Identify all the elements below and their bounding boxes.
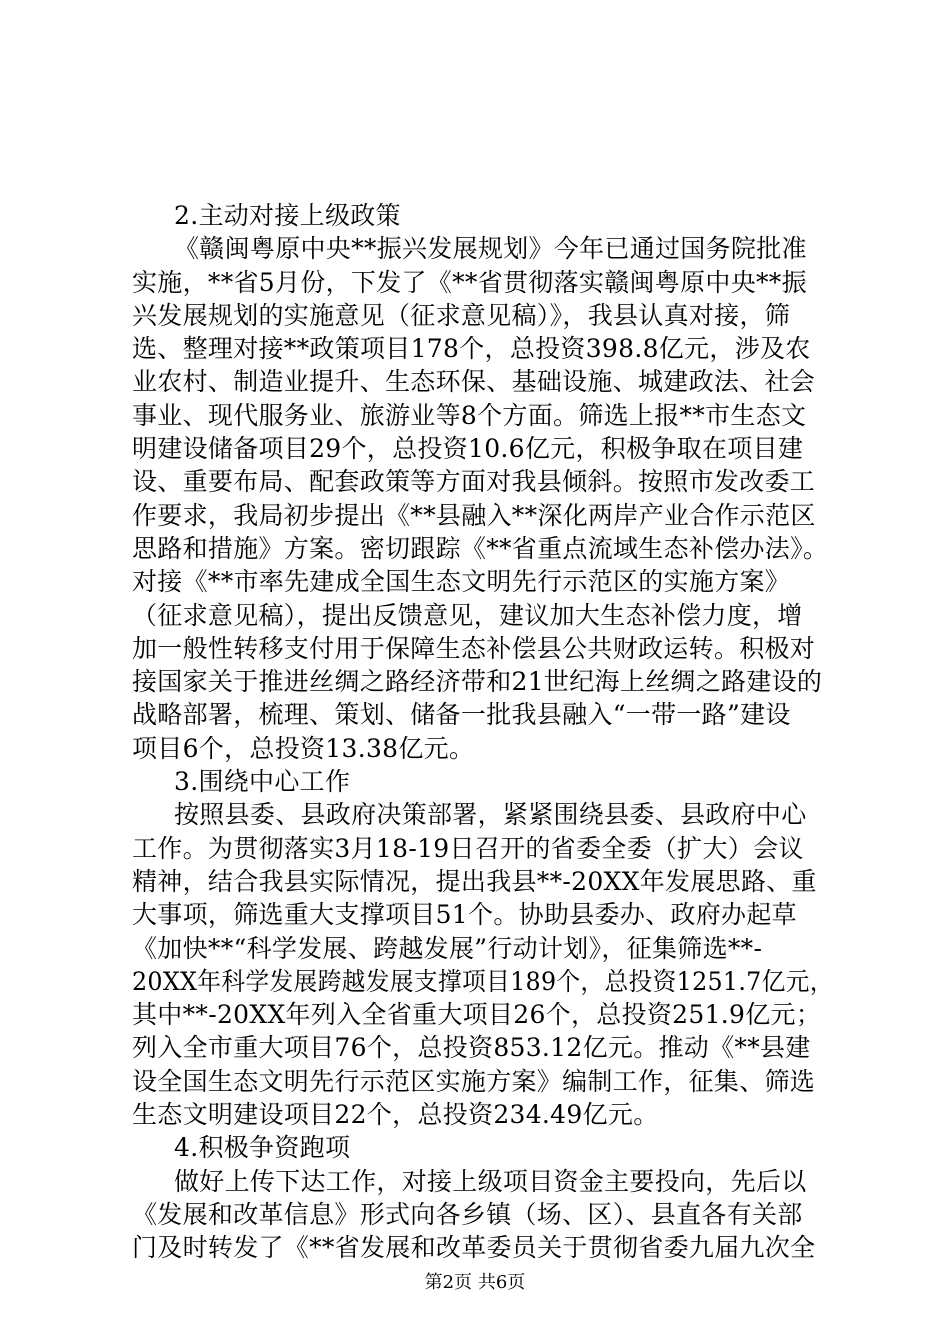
- paragraph-line: 设、重要布局、配套政策等方面对我县倾斜。按照市发改委工: [132, 467, 816, 497]
- paragraph-line: 业农村、制造业提升、生态环保、基础设施、城建政法、社会: [132, 367, 816, 397]
- paragraph-line: 列入全市重大项目76个，总投资853.12亿元。推动《**县建: [132, 1033, 811, 1063]
- paragraph-line: 门及时转发了《**省发展和改革委员关于贯彻省委九届九次全: [132, 1233, 816, 1263]
- paragraph-line: 明建设储备项目29个，总投资10.6亿元，积极争取在项目建: [132, 434, 804, 464]
- paragraph-line: 兴发展规划的实施意见（征求意见稿）》，我县认真对接，筛: [132, 300, 791, 330]
- paragraph-line: 项目6个，总投资13.38亿元。: [132, 733, 475, 763]
- paragraph-line: 作要求，我局初步提出《**县融入**深化两岸产业合作示范区: [132, 500, 816, 530]
- paragraph-line: 精神，结合我县实际情况，提出我县**-20XX年发展思路、重: [132, 866, 817, 896]
- paragraph-line: 思路和措施》方案。密切跟踪《**省重点流域生态补偿办法》。: [132, 533, 829, 563]
- paragraph-line: 《发展和改革信息》形式向各乡镇（场、区）、县直各有关部: [132, 1199, 803, 1229]
- paragraph-line: 其中**-20XX年列入全省重大项目26个，总投资251.9亿元；: [132, 1000, 822, 1030]
- paragraph-line: 生态文明建设项目22个，总投资234.49亿元。: [132, 1100, 659, 1130]
- paragraph-first-line: 4.积极争资跑项: [174, 1133, 351, 1163]
- paragraph-line: 接国家关于推进丝绸之路经济带和21世纪海上丝绸之路建设的: [132, 667, 823, 697]
- paragraph-line: 实施，**省5月份，下发了《**省贯彻落实赣闽粤原中央**振: [132, 267, 807, 297]
- paragraph-line: 设全国生态文明先行示范区实施方案》编制工作，征集、筛选: [132, 1066, 816, 1096]
- paragraph-first-line: 做好上传下达工作，对接上级项目资金主要投向，先后以: [174, 1166, 807, 1196]
- paragraph-first-line: 2.主动对接上级政策: [174, 201, 401, 230]
- paragraph-line: 工作。为贯彻落实3月18-19日召开的省委全委（扩大）会议: [132, 833, 804, 863]
- paragraph-line: （征求意见稿），提出反馈意见，建议加大生态补偿力度，增: [132, 600, 803, 630]
- paragraph-line: 选、整理对接**政策项目178个，总投资398.8亿元，涉及农: [132, 334, 811, 364]
- paragraph-line: 加一般性转移支付用于保障生态补偿县公共财政运转。积极对: [132, 633, 816, 663]
- paragraph-line: 事业、现代服务业、旅游业等8个方面。筛选上报**市生态文: [132, 400, 807, 430]
- paragraph-line: 战略部署，梳理、策划、储备一批我县融入“一带一路”建设: [132, 700, 791, 730]
- paragraph-first-line: 按照县委、县政府决策部署，紧紧围绕县委、县政府中心: [174, 800, 807, 830]
- paragraph-line: 20XX年科学发展跨越发展支撑项目189个，总投资1251.7亿元，: [132, 966, 834, 996]
- paragraph-line: 大事项，筛选重大支撑项目51个。协助县委办、政府办起草: [132, 900, 797, 930]
- paragraph-first-line: 《赣闽粤原中央**振兴发展规划》今年已通过国务院批准: [174, 234, 807, 264]
- document-body: [132, 199, 834, 1265]
- paragraph-line: 《加快**“科学发展、跨越发展”行动计划》，征集筛选**-: [132, 933, 763, 963]
- paragraph-first-line: 3.围绕中心工作: [174, 767, 351, 797]
- paragraph-line: 对接《**市率先建成全国生态文明先行示范区的实施方案》: [132, 567, 791, 597]
- page-number-footer: 第2页 共6页: [424, 1272, 526, 1293]
